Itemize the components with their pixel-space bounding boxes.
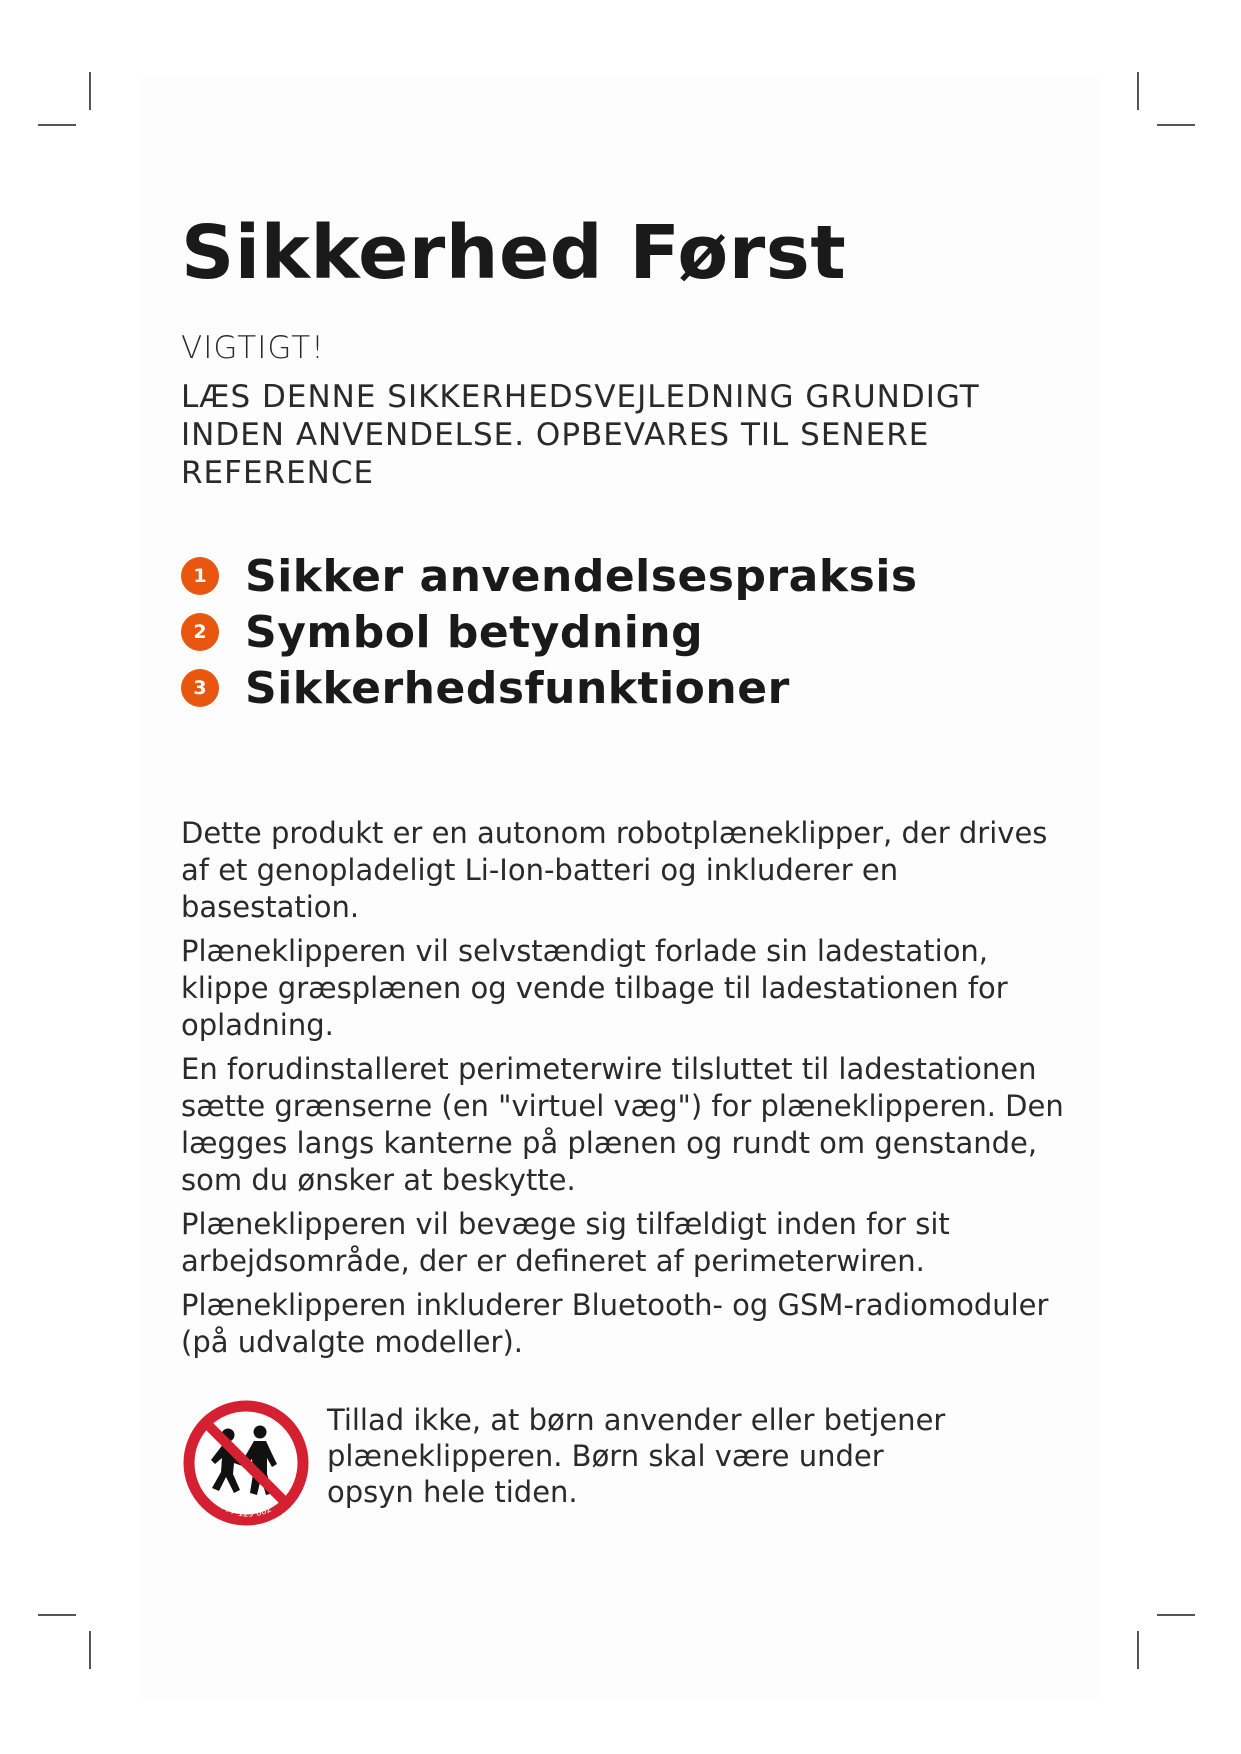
description-paragraph: Dette produkt er en autonom robotplæneklipper, der drives af et genopladeligt Li-Ion-batteri og inkluderer en basestation. [181,816,1048,924]
toc-number-badge: 2 [181,613,219,651]
sign-code-label: 777 129 602 [218,1502,274,1520]
crop-mark-bottom-left-vertical [89,1631,91,1669]
crop-mark-top-right-vertical [1137,72,1139,110]
toc-item-label: Symbol betydning [245,606,704,658]
crop-mark-top-left-horizontal [38,124,76,126]
description-paragraph: Plæneklipperen vil selvstændigt forlade sin ladestation, klippe græsplænen og vende tilbage til ladestationen for opladning. [181,934,1008,1042]
table-of-contents [181,548,918,716]
important-label: VIGTIGT! [181,330,325,366]
crop-mark-bottom-right-horizontal [1157,1614,1195,1616]
product-description [181,815,1081,1368]
toc-item-symbol-meaning [181,604,918,660]
crop-mark-top-right-horizontal [1157,124,1195,126]
toc-item-label: Sikker anvendelsespraksis [245,550,918,602]
children-warning-text: Tillad ikke, at børn anvender eller betjener plæneklipperen. Børn skal være under opsyn hele tiden. [327,1403,946,1509]
description-paragraph: Plæneklipperen vil bevæge sig tilfældigt inden for sit arbejdsområde, der er defineret af perimeterwiren. [181,1207,950,1278]
crop-mark-bottom-left-horizontal [38,1614,76,1616]
children-warning-notice [181,1398,1081,1528]
toc-item-label: Sikkerhedsfunktioner [245,662,790,714]
crop-mark-top-left-vertical [89,72,91,110]
toc-item-safe-use [181,548,918,604]
page-title: Sikkerhed Først [181,210,847,296]
description-paragraph: En forudinstalleret perimeterwire tilsluttet til ladestationen sætte grænserne (en "virtuel væg") for plæneklipperen. Den lægges langs kanterne på plænen og rundt om genstande, som du ønsker at beskytte. [181,1052,1064,1197]
read-instructions-warning: LÆS DENNE SIKKERHEDSVEJLEDNING GRUNDIGT INDEN ANVENDELSE. OPBEVARES TIL SENERE REFERENCE [181,379,980,491]
no-children-icon [181,1398,311,1528]
toc-item-safety-features [181,660,918,716]
toc-number-badge: 3 [181,669,219,707]
description-paragraph: Plæneklipperen inkluderer Bluetooth- og GSM-radiomoduler (på udvalgte modeller). [181,1288,1049,1359]
toc-number-badge: 1 [181,557,219,595]
crop-mark-bottom-right-vertical [1137,1631,1139,1669]
